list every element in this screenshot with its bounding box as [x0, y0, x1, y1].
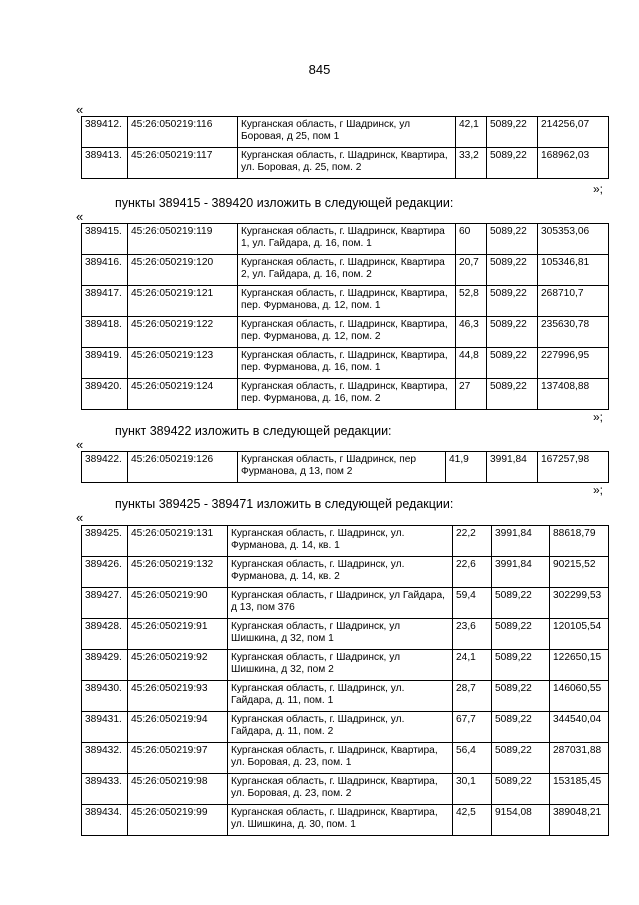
unit-price-cell: 5089,22	[492, 619, 550, 650]
total-value-cell: 167257,98	[538, 452, 609, 483]
address-cell: Курганская область, г Шадринск, ул Боровая, д 25, пом 1	[238, 117, 456, 148]
cadastral-number-cell: 45:26:050219:123	[128, 348, 238, 379]
cadastral-table-4	[81, 525, 609, 836]
area-cell: 52,8	[456, 286, 487, 317]
area-cell: 20,7	[456, 255, 487, 286]
total-value-cell: 389048,21	[550, 805, 609, 836]
row-number-cell: 389427.	[82, 588, 128, 619]
address-cell: Курганская область, г. Шадринск, ул. Гайдара, д. 11, пом. 2	[228, 712, 453, 743]
unit-price-cell: 3991,84	[492, 526, 550, 557]
total-value-cell: 268710,7	[538, 286, 609, 317]
address-cell: Курганская область, г. Шадринск, ул. Гайдара, д. 11, пом. 1	[228, 681, 453, 712]
cadastral-table-3	[81, 451, 609, 483]
address-cell: Курганская область, г. Шадринск, Квартира, пер. Фурманова, д. 12, пом. 2	[238, 317, 456, 348]
row-number-cell: 389429.	[82, 650, 128, 681]
total-value-cell: 90215,52	[550, 557, 609, 588]
row-number-cell: 389426.	[82, 557, 128, 588]
unit-price-cell: 5089,22	[487, 255, 538, 286]
area-cell: 27	[456, 379, 487, 410]
unit-price-cell: 5089,22	[492, 681, 550, 712]
cadastral-number-cell: 45:26:050219:124	[128, 379, 238, 410]
cadastral-number-cell: 45:26:050219:99	[128, 805, 228, 836]
total-value-cell: 168962,03	[538, 148, 609, 179]
opening-quote: «	[76, 102, 84, 117]
unit-price-cell: 5089,22	[487, 348, 538, 379]
address-cell: Курганская область, г. Шадринск, Квартира, пер. Фурманова, д. 16, пом. 1	[238, 348, 456, 379]
table-row	[82, 619, 609, 650]
unit-price-cell: 9154,08	[492, 805, 550, 836]
row-number-cell: 389413.	[82, 148, 128, 179]
table-row	[82, 712, 609, 743]
row-number-cell: 389430.	[82, 681, 128, 712]
cadastral-table-1	[81, 116, 609, 179]
unit-price-cell: 3991,84	[487, 452, 538, 483]
cadastral-number-cell: 45:26:050219:116	[128, 117, 238, 148]
closing-quote: »;	[592, 483, 603, 497]
unit-price-cell: 5089,22	[487, 148, 538, 179]
address-cell: Курганская область, г. Шадринск, Квартира, ул. Боровая, д. 25, пом. 2	[238, 148, 456, 179]
total-value-cell: 153185,45	[550, 774, 609, 805]
table-row	[82, 379, 609, 410]
row-number-cell: 389433.	[82, 774, 128, 805]
area-cell: 56,4	[453, 743, 492, 774]
area-cell: 67,7	[453, 712, 492, 743]
row-number-cell: 389428.	[82, 619, 128, 650]
area-cell: 41,9	[446, 452, 487, 483]
total-value-cell: 287031,88	[550, 743, 609, 774]
table-row	[82, 681, 609, 712]
cadastral-number-cell: 45:26:050219:122	[128, 317, 238, 348]
total-value-cell: 137408,88	[538, 379, 609, 410]
area-cell: 46,3	[456, 317, 487, 348]
address-cell: Курганская область, г Шадринск, пер Фурманова, д 13, пом 2	[238, 452, 446, 483]
address-cell: Курганская область, г. Шадринск, ул. Фурманова, д. 14, кв. 1	[228, 526, 453, 557]
cadastral-number-cell: 45:26:050219:126	[128, 452, 238, 483]
closing-quote: »;	[592, 182, 603, 196]
table-row	[82, 348, 609, 379]
table-row	[82, 650, 609, 681]
address-cell: Курганская область, г. Шадринск, Квартира, ул. Шишкина, д. 30, пом. 1	[228, 805, 453, 836]
unit-price-cell: 5089,22	[492, 650, 550, 681]
total-value-cell: 305353,06	[538, 224, 609, 255]
opening-quote: «	[76, 437, 84, 452]
row-number-cell: 389412.	[82, 117, 128, 148]
unit-price-cell: 5089,22	[487, 286, 538, 317]
row-number-cell: 389431.	[82, 712, 128, 743]
unit-price-cell: 5089,22	[492, 712, 550, 743]
unit-price-cell: 5089,22	[487, 317, 538, 348]
table-row	[82, 286, 609, 317]
address-cell: Курганская область, г. Шадринск, Квартира 2, ул. Гайдара, д. 16, пом. 2	[238, 255, 456, 286]
address-cell: Курганская область, г Шадринск, ул Шишкина, д 32, пом 1	[228, 619, 453, 650]
total-value-cell: 88618,79	[550, 526, 609, 557]
cadastral-number-cell: 45:26:050219:131	[128, 526, 228, 557]
page-number: 845	[308, 62, 331, 77]
cadastral-table-2	[81, 223, 609, 410]
area-cell: 30,1	[453, 774, 492, 805]
table-row	[82, 452, 609, 483]
cadastral-number-cell: 45:26:050219:98	[128, 774, 228, 805]
area-cell: 44,8	[456, 348, 487, 379]
closing-quote: »;	[592, 410, 603, 424]
cadastral-number-cell: 45:26:050219:92	[128, 650, 228, 681]
address-cell: Курганская область, г. Шадринск, ул. Фурманова, д. 14, кв. 2	[228, 557, 453, 588]
address-cell: Курганская область, г Шадринск, ул Гайдара, д 13, пом 376	[228, 588, 453, 619]
total-value-cell: 227996,95	[538, 348, 609, 379]
cadastral-number-cell: 45:26:050219:91	[128, 619, 228, 650]
area-cell: 23,6	[453, 619, 492, 650]
address-cell: Курганская область, г. Шадринск, Квартира 1, ул. Гайдара, д. 16, пом. 1	[238, 224, 456, 255]
unit-price-cell: 5089,22	[492, 774, 550, 805]
total-value-cell: 214256,07	[538, 117, 609, 148]
area-cell: 33,2	[456, 148, 487, 179]
area-cell: 22,2	[453, 526, 492, 557]
row-number-cell: 389416.	[82, 255, 128, 286]
table-row	[82, 557, 609, 588]
row-number-cell: 389420.	[82, 379, 128, 410]
area-cell: 59,4	[453, 588, 492, 619]
table-row	[82, 774, 609, 805]
address-cell: Курганская область, г. Шадринск, Квартира, пер. Фурманова, д. 12, пом. 1	[238, 286, 456, 317]
total-value-cell: 122650,15	[550, 650, 609, 681]
unit-price-cell: 5089,22	[492, 743, 550, 774]
row-number-cell: 389415.	[82, 224, 128, 255]
total-value-cell: 146060,55	[550, 681, 609, 712]
address-cell: Курганская область, г. Шадринск, Квартира, ул. Боровая, д. 23, пом. 1	[228, 743, 453, 774]
section-heading: пункты 389425 - 389471 изложить в следующей редакции:	[115, 497, 454, 511]
section-heading: пункты 389415 - 389420 изложить в следующей редакции:	[115, 196, 454, 210]
opening-quote: «	[76, 209, 84, 224]
unit-price-cell: 5089,22	[492, 588, 550, 619]
area-cell: 60	[456, 224, 487, 255]
row-number-cell: 389434.	[82, 805, 128, 836]
cadastral-number-cell: 45:26:050219:132	[128, 557, 228, 588]
cadastral-number-cell: 45:26:050219:120	[128, 255, 238, 286]
area-cell: 42,5	[453, 805, 492, 836]
row-number-cell: 389418.	[82, 317, 128, 348]
unit-price-cell: 5089,22	[487, 117, 538, 148]
table-row	[82, 148, 609, 179]
unit-price-cell: 5089,22	[487, 379, 538, 410]
table-row	[82, 255, 609, 286]
table-row	[82, 317, 609, 348]
address-cell: Курганская область, г. Шадринск, Квартира, ул. Боровая, д. 23, пом. 2	[228, 774, 453, 805]
cadastral-number-cell: 45:26:050219:117	[128, 148, 238, 179]
cadastral-number-cell: 45:26:050219:90	[128, 588, 228, 619]
address-cell: Курганская область, г. Шадринск, Квартира, пер. Фурманова, д. 16, пом. 2	[238, 379, 456, 410]
unit-price-cell: 5089,22	[487, 224, 538, 255]
row-number-cell: 389422.	[82, 452, 128, 483]
table-row	[82, 117, 609, 148]
table-row	[82, 588, 609, 619]
area-cell: 22,6	[453, 557, 492, 588]
table-row	[82, 224, 609, 255]
table-row	[82, 805, 609, 836]
unit-price-cell: 3991,84	[492, 557, 550, 588]
cadastral-number-cell: 45:26:050219:121	[128, 286, 238, 317]
total-value-cell: 302299,53	[550, 588, 609, 619]
total-value-cell: 120105,54	[550, 619, 609, 650]
cadastral-number-cell: 45:26:050219:93	[128, 681, 228, 712]
cadastral-number-cell: 45:26:050219:119	[128, 224, 238, 255]
row-number-cell: 389425.	[82, 526, 128, 557]
row-number-cell: 389417.	[82, 286, 128, 317]
section-heading: пункт 389422 изложить в следующей редакции:	[115, 424, 392, 438]
total-value-cell: 344540,04	[550, 712, 609, 743]
cadastral-number-cell: 45:26:050219:97	[128, 743, 228, 774]
area-cell: 24,1	[453, 650, 492, 681]
cadastral-number-cell: 45:26:050219:94	[128, 712, 228, 743]
table-row	[82, 526, 609, 557]
area-cell: 28,7	[453, 681, 492, 712]
area-cell: 42,1	[456, 117, 487, 148]
table-row	[82, 743, 609, 774]
row-number-cell: 389419.	[82, 348, 128, 379]
opening-quote: «	[76, 510, 84, 525]
total-value-cell: 235630,78	[538, 317, 609, 348]
address-cell: Курганская область, г Шадринск, ул Шишкина, д 32, пом 2	[228, 650, 453, 681]
row-number-cell: 389432.	[82, 743, 128, 774]
total-value-cell: 105346,81	[538, 255, 609, 286]
